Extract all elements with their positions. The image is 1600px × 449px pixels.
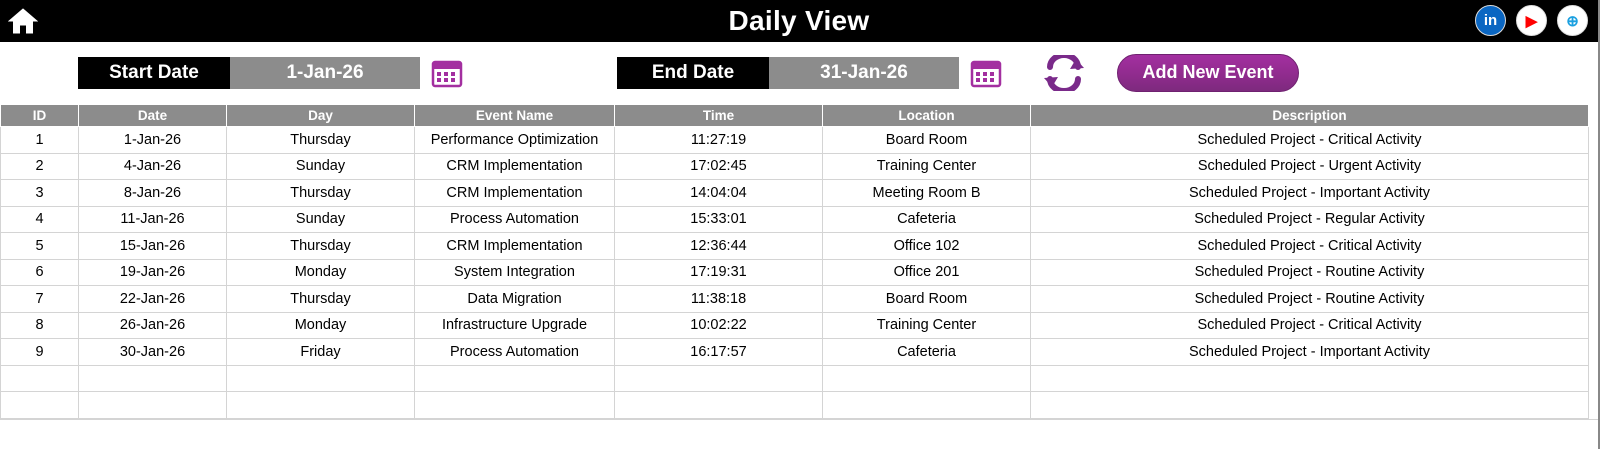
table-row[interactable] (1, 286, 1589, 313)
cell-day[interactable]: Thursday (227, 286, 415, 313)
cell-event-name[interactable]: Process Automation (415, 339, 615, 366)
cell-location[interactable]: Board Room (823, 127, 1031, 154)
cell-event-name[interactable]: CRM Implementation (415, 233, 615, 260)
table-row[interactable] (1, 339, 1589, 366)
events-table-container (0, 104, 1598, 419)
cell-event-name[interactable]: CRM Implementation (415, 180, 615, 207)
table-row[interactable] (1, 233, 1589, 260)
cell-time[interactable]: 15:33:01 (615, 206, 823, 233)
website-icon[interactable] (1557, 5, 1588, 36)
column-header-description[interactable]: Description (1031, 105, 1589, 127)
end-date-value[interactable]: 31-Jan-26 (769, 57, 959, 89)
table-row[interactable] (1, 365, 1589, 392)
table-row[interactable] (1, 392, 1589, 419)
cell-description[interactable]: Scheduled Project - Critical Activity (1031, 127, 1589, 154)
cell-location[interactable]: Board Room (823, 286, 1031, 313)
cell-description[interactable]: Scheduled Project - Critical Activity (1031, 233, 1589, 260)
cell-location[interactable]: Cafeteria (823, 206, 1031, 233)
cell-id[interactable]: 6 (1, 259, 79, 286)
column-header-location[interactable]: Location (823, 105, 1031, 127)
cell-event-name[interactable]: Data Migration (415, 286, 615, 313)
cell-description[interactable]: Scheduled Project - Important Activity (1031, 339, 1589, 366)
cell-id[interactable]: 3 (1, 180, 79, 207)
cell-event-name[interactable] (415, 365, 615, 392)
cell-event-name[interactable]: Performance Optimization (415, 127, 615, 154)
cell-id[interactable]: 7 (1, 286, 79, 313)
cell-day[interactable]: Thursday (227, 180, 415, 207)
start-date-label: Start Date (78, 57, 230, 89)
cell-location[interactable]: Cafeteria (823, 339, 1031, 366)
cell-event-name[interactable] (415, 392, 615, 419)
cell-day[interactable]: Friday (227, 339, 415, 366)
cell-date[interactable]: 8-Jan-26 (79, 180, 227, 207)
cell-day[interactable]: Monday (227, 312, 415, 339)
cell-event-name[interactable]: System Integration (415, 259, 615, 286)
cell-date[interactable]: 19-Jan-26 (79, 259, 227, 286)
table-row[interactable] (1, 206, 1589, 233)
cell-id[interactable]: 8 (1, 312, 79, 339)
cell-location[interactable] (823, 392, 1031, 419)
start-date-value[interactable]: 1-Jan-26 (230, 57, 420, 89)
footer-strip (0, 419, 1598, 437)
cell-time[interactable]: 17:02:45 (615, 153, 823, 180)
table-header-row (1, 105, 1589, 127)
end-date-calendar-icon[interactable] (959, 56, 1013, 90)
cell-id[interactable]: 5 (1, 233, 79, 260)
cell-time[interactable]: 12:36:44 (615, 233, 823, 260)
filter-controls (0, 42, 1598, 104)
cell-date[interactable]: 15-Jan-26 (79, 233, 227, 260)
cell-date[interactable]: 26-Jan-26 (79, 312, 227, 339)
end-date-label: End Date (617, 57, 769, 89)
cell-day[interactable]: Sunday (227, 206, 415, 233)
cell-location[interactable] (823, 365, 1031, 392)
page-title: Daily View (728, 5, 870, 36)
cell-id[interactable]: 4 (1, 206, 79, 233)
cell-day[interactable]: Thursday (227, 233, 415, 260)
cell-day[interactable] (227, 365, 415, 392)
table-row[interactable] (1, 259, 1589, 286)
refresh-icon[interactable] (1033, 54, 1095, 92)
cell-location[interactable]: Office 201 (823, 259, 1031, 286)
cell-time[interactable]: 11:38:18 (615, 286, 823, 313)
cell-day[interactable]: Monday (227, 259, 415, 286)
column-header-event-name[interactable]: Event Name (415, 105, 615, 127)
cell-location[interactable]: Training Center (823, 312, 1031, 339)
linkedin-icon[interactable] (1475, 5, 1506, 36)
cell-id[interactable]: 9 (1, 339, 79, 366)
cell-id[interactable]: 1 (1, 127, 79, 154)
cell-date[interactable]: 30-Jan-26 (79, 339, 227, 366)
table-row[interactable] (1, 153, 1589, 180)
linkedin-glyph: in (1483, 12, 1498, 29)
cell-description[interactable]: Scheduled Project - Important Activity (1031, 180, 1589, 207)
cell-description[interactable] (1031, 392, 1589, 419)
cell-id[interactable]: 2 (1, 153, 79, 180)
cell-date[interactable]: 22-Jan-26 (79, 286, 227, 313)
column-header-time[interactable]: Time (615, 105, 823, 127)
cell-description[interactable]: Scheduled Project - Routine Activity (1031, 259, 1589, 286)
cell-time[interactable] (615, 392, 823, 419)
cell-id[interactable] (1, 365, 79, 392)
cell-time[interactable]: 14:04:04 (615, 180, 823, 207)
table-row[interactable] (1, 180, 1589, 207)
start-date-calendar-icon[interactable] (420, 56, 474, 90)
cell-time[interactable]: 17:19:31 (615, 259, 823, 286)
add-new-event-button[interactable]: Add New Event (1117, 54, 1299, 92)
events-table (0, 104, 1589, 419)
cell-time[interactable]: 10:02:22 (615, 312, 823, 339)
cell-date[interactable]: 11-Jan-26 (79, 206, 227, 233)
website-glyph: ⊕ (1566, 12, 1579, 30)
cell-description[interactable]: Scheduled Project - Routine Activity (1031, 286, 1589, 313)
column-header-day[interactable]: Day (227, 105, 415, 127)
cell-date[interactable] (79, 392, 227, 419)
cell-day[interactable]: Thursday (227, 127, 415, 154)
cell-time[interactable] (615, 365, 823, 392)
table-row[interactable] (1, 127, 1589, 154)
cell-description[interactable]: Scheduled Project - Regular Activity (1031, 206, 1589, 233)
cell-time[interactable]: 16:17:57 (615, 339, 823, 366)
cell-description[interactable] (1031, 365, 1589, 392)
cell-time[interactable]: 11:27:19 (615, 127, 823, 154)
cell-date[interactable]: 1-Jan-26 (79, 127, 227, 154)
table-body (1, 127, 1589, 419)
youtube-icon[interactable] (1516, 5, 1547, 36)
social-links (1475, 5, 1588, 36)
cell-description[interactable]: Scheduled Project - Critical Activity (1031, 312, 1589, 339)
table-row[interactable] (1, 312, 1589, 339)
cell-location[interactable]: Office 102 (823, 233, 1031, 260)
cell-date[interactable] (79, 365, 227, 392)
cell-event-name[interactable]: CRM Implementation (415, 153, 615, 180)
cell-day[interactable] (227, 392, 415, 419)
cell-event-name[interactable]: Process Automation (415, 206, 615, 233)
cell-location[interactable]: Meeting Room B (823, 180, 1031, 207)
cell-description[interactable]: Scheduled Project - Urgent Activity (1031, 153, 1589, 180)
cell-day[interactable]: Sunday (227, 153, 415, 180)
cell-location[interactable]: Training Center (823, 153, 1031, 180)
cell-event-name[interactable]: Infrastructure Upgrade (415, 312, 615, 339)
app-header (0, 0, 1598, 42)
column-header-id[interactable]: ID (1, 105, 79, 127)
home-icon[interactable] (6, 4, 40, 38)
cell-date[interactable]: 4-Jan-26 (79, 153, 227, 180)
column-header-date[interactable]: Date (79, 105, 227, 127)
youtube-glyph: ▶ (1525, 12, 1538, 30)
cell-id[interactable] (1, 392, 79, 419)
